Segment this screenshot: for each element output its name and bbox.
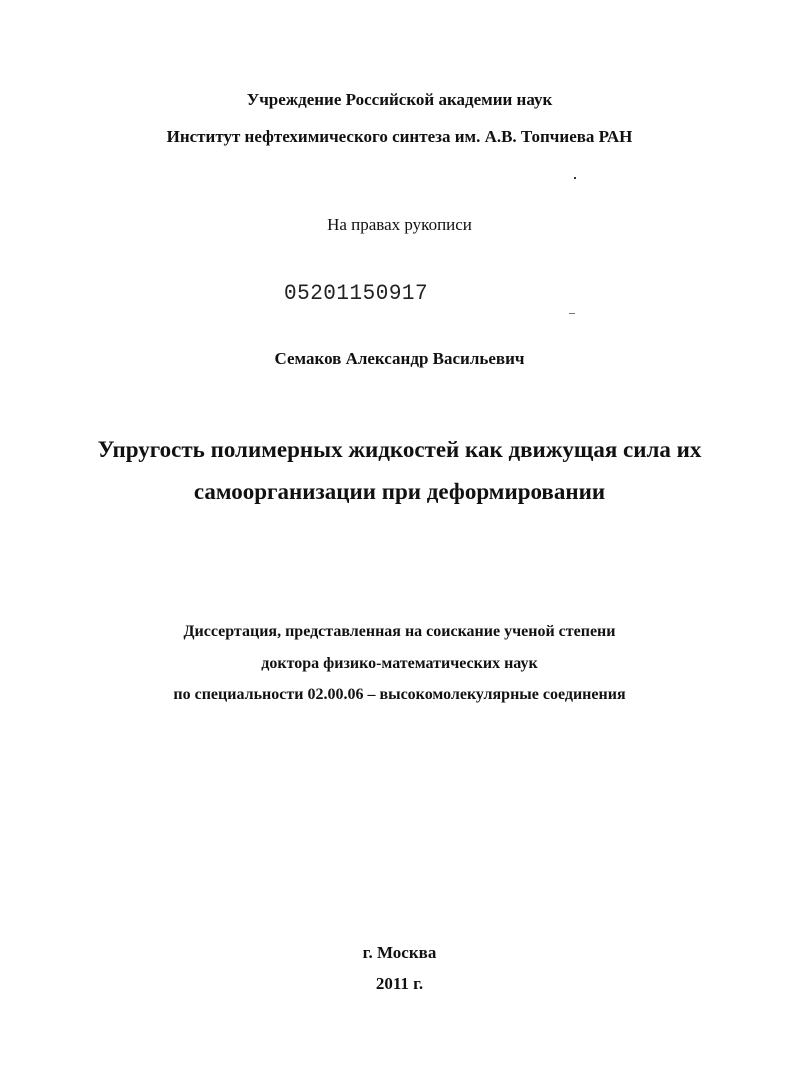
degree-line-2: доктора физико-математических наук [261,655,538,672]
degree-line-1: Диссертация, представленная на соискание ученой степени [183,623,616,640]
institute-line: Институт нефтехимического синтеза им. А.В. Топчиева РАН [166,127,633,146]
degree-line-3: по специальности 02.00.06 – высокомолекулярные соединения [173,686,626,703]
library-stamp-number: 05201150917 [284,282,429,307]
dissertation-title-line-2: самоорганизации при деформировании [193,479,606,504]
dissertation-title-line-1: Упругость полимерных жидкостей как движущая сила их [97,437,702,462]
scan-speck [574,177,576,179]
year: 2011 г. [375,974,424,993]
city: г. Москва [362,943,437,962]
institution-line: Учреждение Российской академии наук [246,90,553,109]
author-name: Семаков Александр Васильевич [274,349,525,368]
manuscript-note: На правах рукописи [327,215,472,234]
scan-mark [569,313,575,314]
